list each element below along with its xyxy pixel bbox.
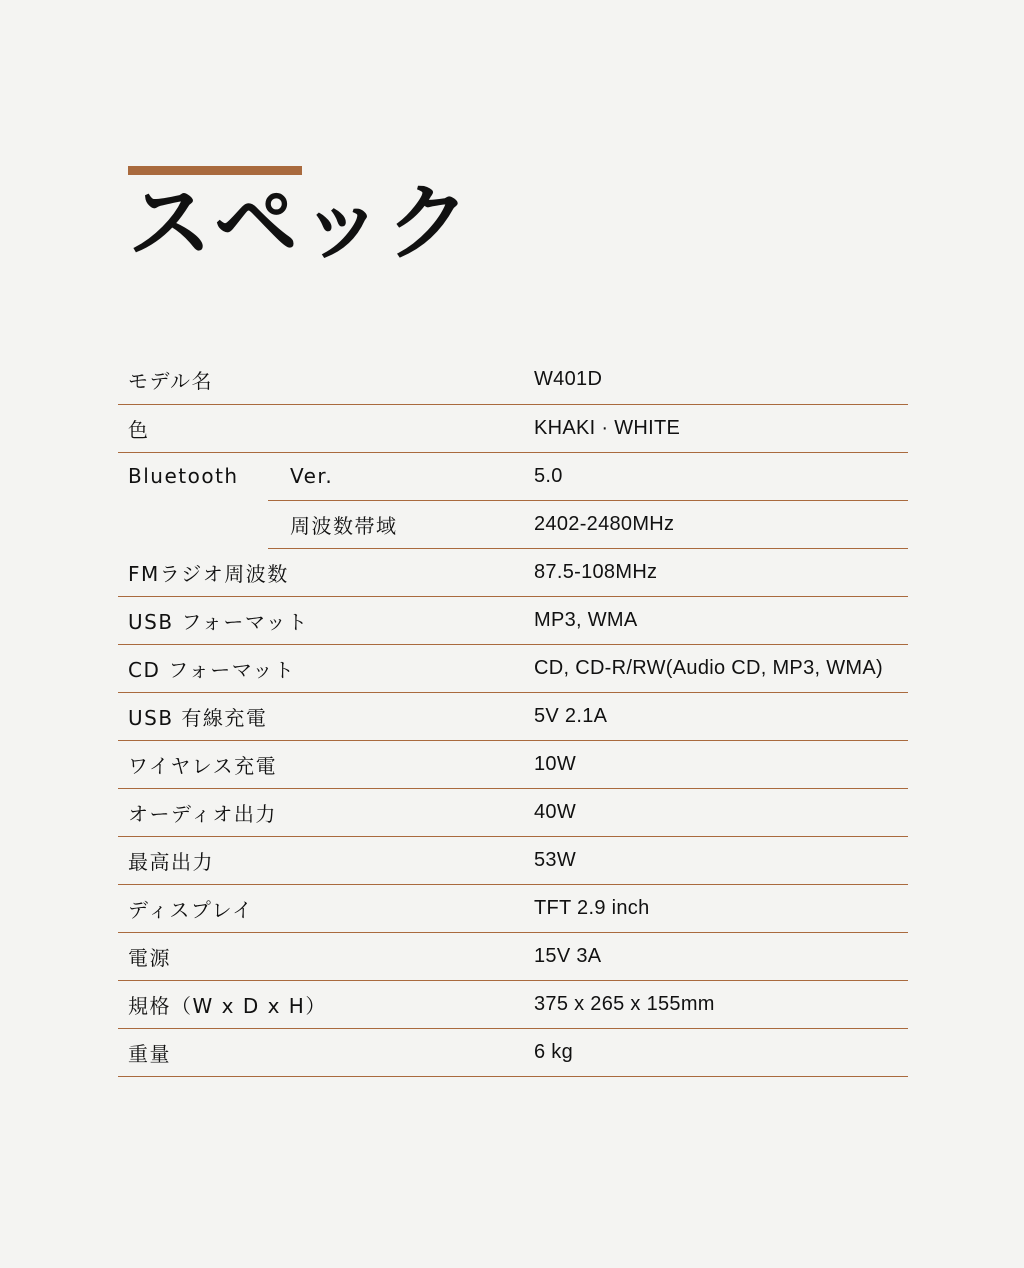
spec-value: 87.5-108MHz	[526, 548, 908, 596]
table-row	[118, 884, 908, 932]
spec-sublabel: 周波数帯域	[268, 500, 526, 548]
spec-value: 5.0	[526, 452, 908, 500]
table-row	[118, 452, 908, 500]
page-header	[128, 166, 472, 272]
spec-value: 40W	[526, 788, 908, 836]
table-row	[118, 1028, 908, 1076]
spec-label: モデル名	[118, 356, 526, 404]
spec-value: CD, CD-R/RW(Audio CD, MP3, WMA)	[526, 644, 908, 692]
spec-value: TFT 2.9 inch	[526, 884, 908, 932]
spec-label: CD フォーマット	[118, 644, 526, 692]
spec-value: 5V 2.1A	[526, 692, 908, 740]
spec-label: オーディオ出力	[118, 788, 526, 836]
table-row	[118, 644, 908, 692]
spec-table	[118, 356, 908, 1077]
spec-label: 電源	[118, 932, 526, 980]
table-row	[118, 356, 908, 404]
spec-label: USB フォーマット	[118, 596, 526, 644]
table-row	[118, 932, 908, 980]
spec-label: USB 有線充電	[118, 692, 526, 740]
table-row	[118, 596, 908, 644]
table-row	[118, 404, 908, 452]
table-row	[118, 836, 908, 884]
page-title: スペック	[128, 174, 473, 272]
spec-sublabel: Ver.	[268, 452, 526, 500]
spec-label: 最高出力	[118, 836, 526, 884]
spec-value: 6 kg	[526, 1028, 908, 1076]
spec-value: 2402-2480MHz	[526, 500, 908, 548]
spec-label: ワイヤレス充電	[118, 740, 526, 788]
spec-value: 15V 3A	[526, 932, 908, 980]
table-row	[118, 500, 908, 548]
table-row	[118, 548, 908, 596]
spec-label: Bluetooth	[128, 464, 239, 489]
spec-value: 10W	[526, 740, 908, 788]
spec-label: ディスプレイ	[118, 884, 526, 932]
spec-label	[118, 500, 268, 548]
spec-label: FMラジオ周波数	[118, 548, 526, 596]
table-row	[118, 692, 908, 740]
spec-value: MP3, WMA	[526, 596, 908, 644]
spec-value: W401D	[526, 356, 908, 404]
spec-label: 色	[118, 404, 526, 452]
spec-value: KHAKI · WHITE	[526, 404, 908, 452]
table-row	[118, 980, 908, 1028]
table-row	[118, 740, 908, 788]
spec-label: 重量	[118, 1028, 526, 1076]
spec-value: 53W	[526, 836, 908, 884]
table-row	[118, 788, 908, 836]
spec-label: 規格（W x D x H）	[118, 980, 526, 1028]
spec-value: 375 x 265 x 155mm	[526, 980, 908, 1028]
